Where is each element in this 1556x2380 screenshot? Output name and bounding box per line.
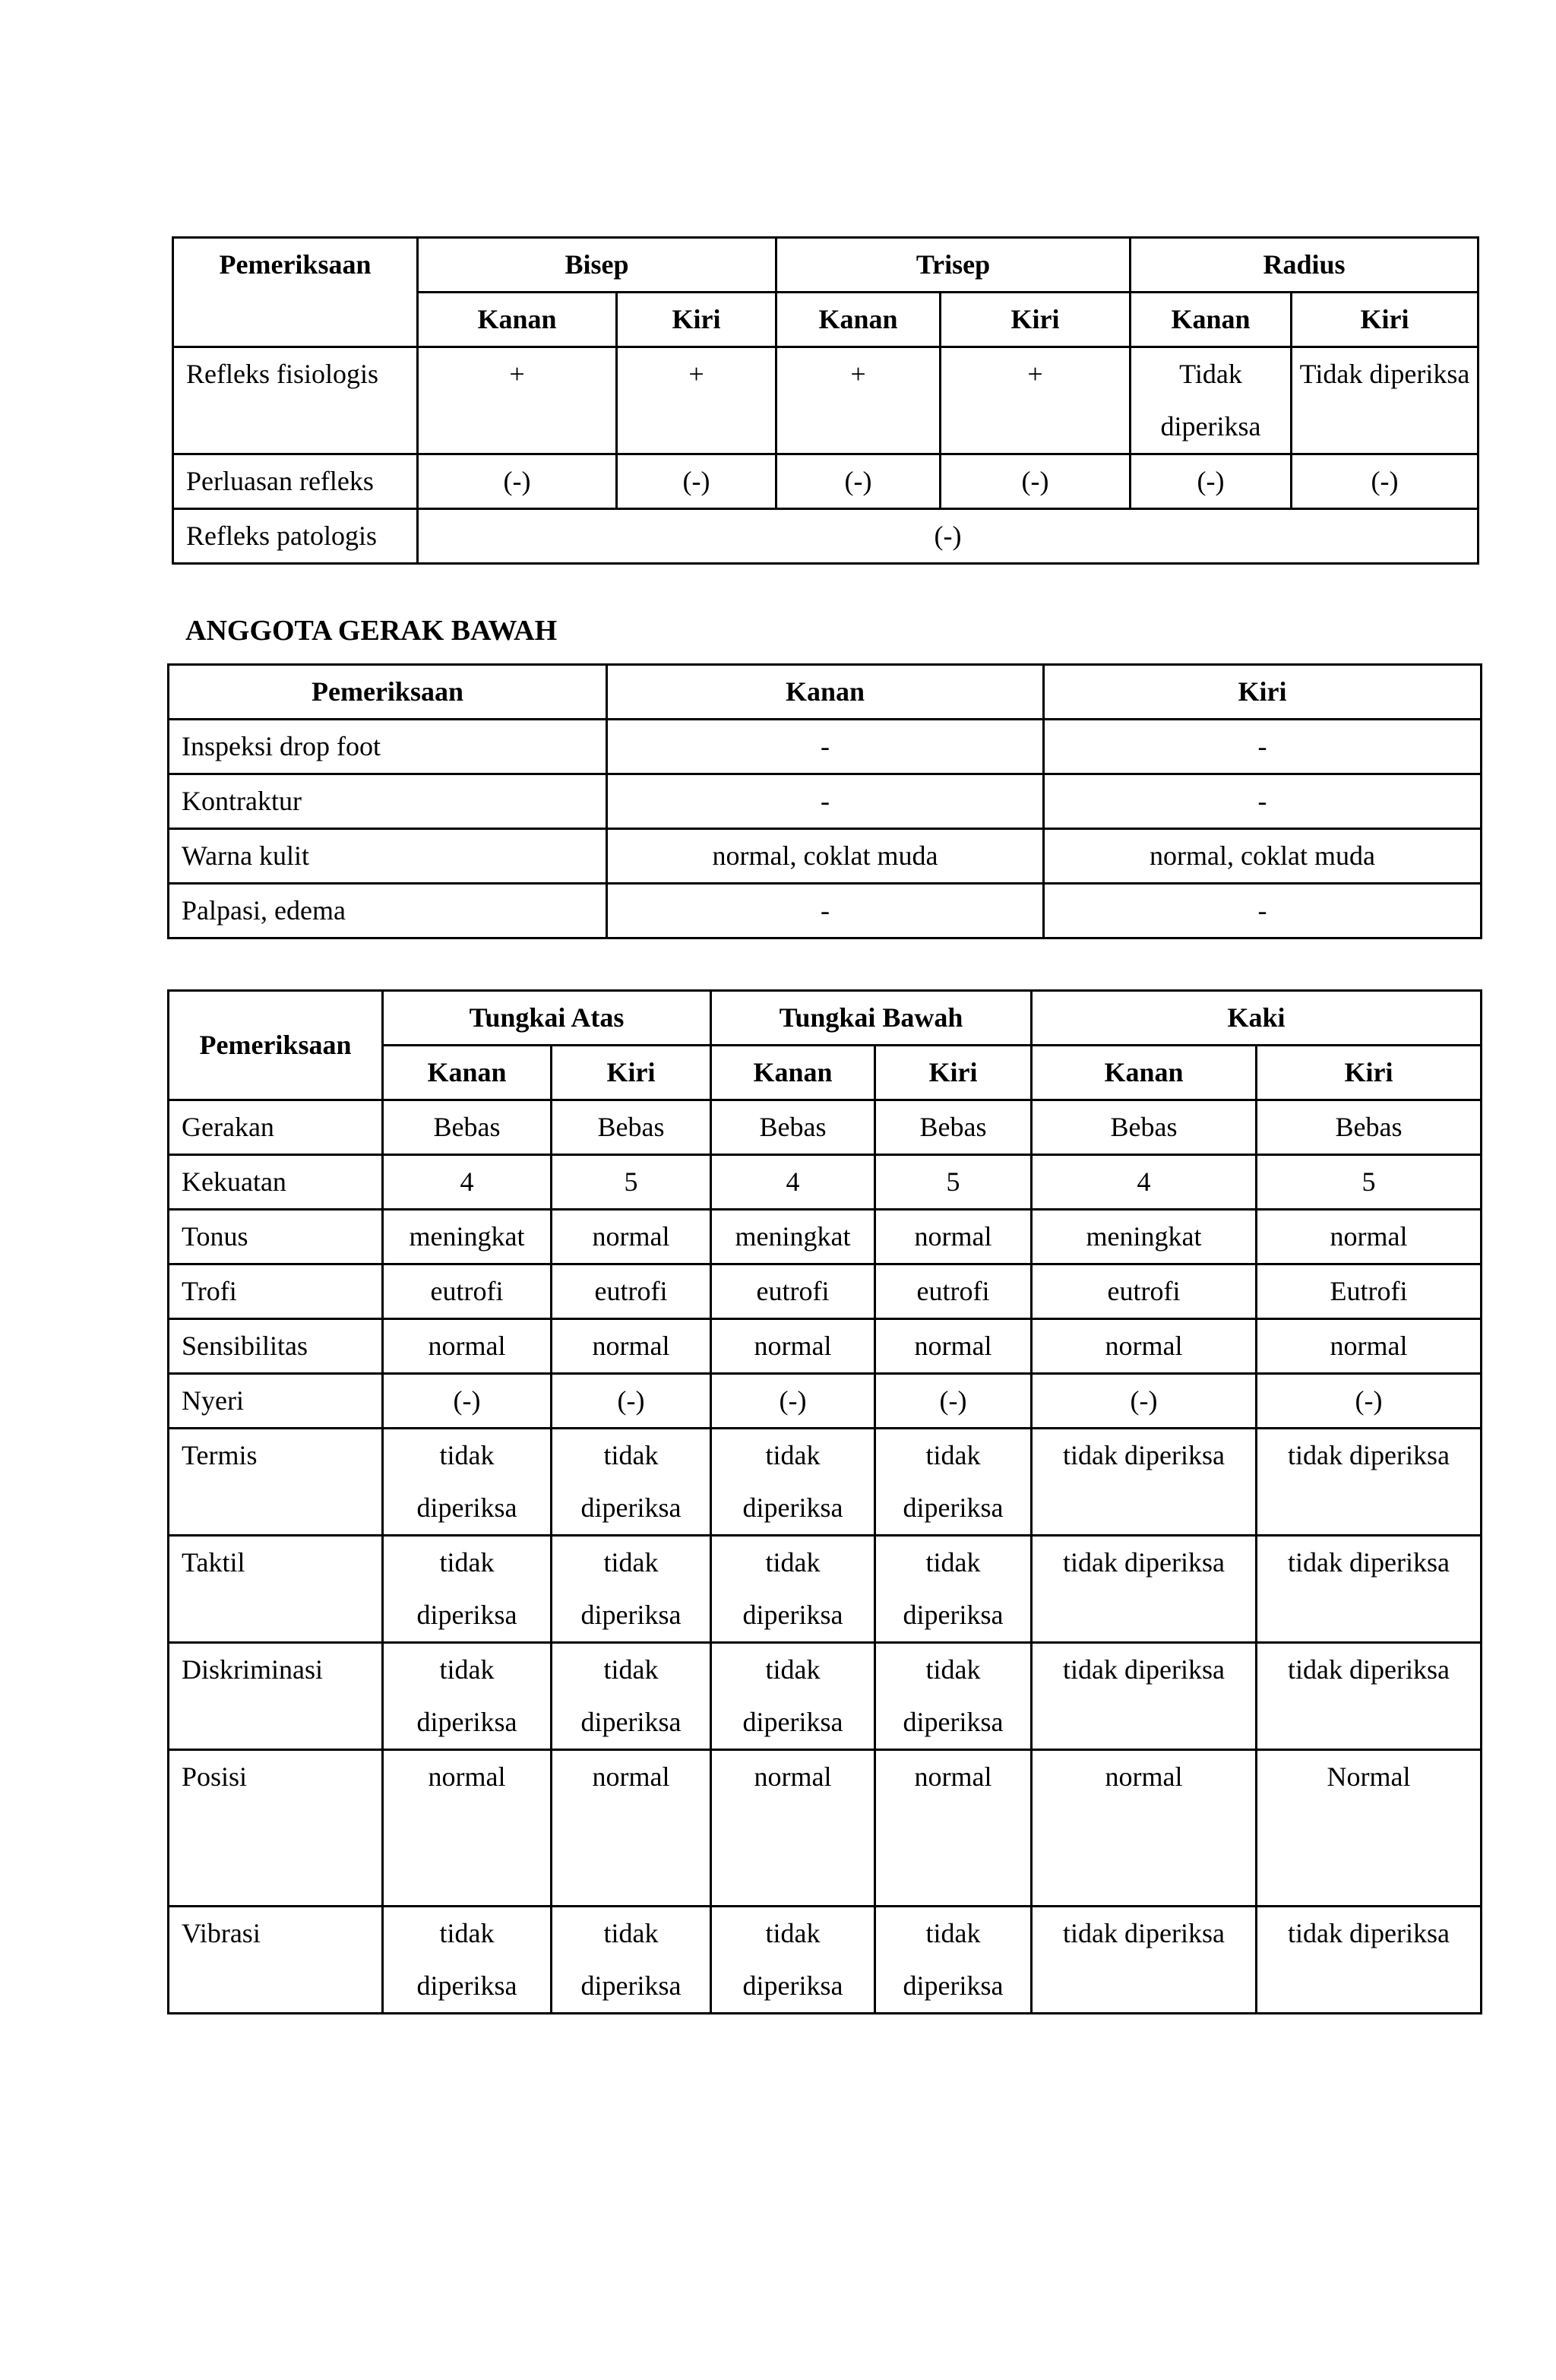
- table-cell: normal: [552, 1750, 711, 1907]
- row-label: Kekuatan: [169, 1155, 383, 1210]
- table-cell: Bebas: [1032, 1100, 1257, 1155]
- table-cell: normal: [1032, 1319, 1257, 1374]
- inspection-table: [167, 663, 1482, 939]
- table-row: [173, 509, 1479, 564]
- table-row: [169, 1264, 1482, 1319]
- reflex-header-trisep: Trisep: [776, 238, 1131, 293]
- table-row: [169, 884, 1482, 938]
- row-label: Refleks patologis: [173, 509, 418, 564]
- reflex-header-bisep: Bisep: [418, 238, 776, 293]
- reflex-table: [172, 236, 1479, 565]
- lower-subheader: Kiri: [552, 1046, 711, 1100]
- reflex-header-radius: Radius: [1131, 238, 1479, 293]
- table-cell: Eutrofi: [1257, 1264, 1482, 1319]
- row-label: Tonus: [169, 1210, 383, 1264]
- reflex-subheader: Kanan: [1131, 293, 1292, 347]
- table-cell: tidak diperiksa: [552, 1429, 711, 1536]
- table-cell: normal: [711, 1750, 875, 1907]
- row-label: Kontraktur: [169, 774, 607, 829]
- table-cell: normal: [875, 1319, 1032, 1374]
- table-cell: tidak diperiksa: [552, 1536, 711, 1643]
- table-cell: tidak diperiksa: [383, 1907, 552, 2014]
- table-row: [169, 1374, 1482, 1429]
- table-cell: +: [941, 347, 1131, 454]
- row-label: Refleks fisiologis: [173, 347, 418, 454]
- table-cell: Bebas: [875, 1100, 1032, 1155]
- table-row: [169, 1429, 1482, 1536]
- table-cell: tidak diperiksa: [1032, 1643, 1257, 1750]
- table-cell: tidak diperiksa: [711, 1429, 875, 1536]
- lower-header-kaki: Kaki: [1032, 991, 1482, 1046]
- table-cell: tidak diperiksa: [552, 1643, 711, 1750]
- table-cell: Bebas: [383, 1100, 552, 1155]
- inspection-header-kanan: Kanan: [607, 665, 1044, 720]
- table-cell: meningkat: [711, 1210, 875, 1264]
- table-cell: (-): [875, 1374, 1032, 1429]
- table-cell: tidak diperiksa: [1032, 1907, 1257, 2014]
- table-cell: normal: [1257, 1319, 1482, 1374]
- table-cell: (-): [1131, 454, 1292, 509]
- table-cell: -: [607, 720, 1044, 774]
- reflex-subheader: Kiri: [1292, 293, 1479, 347]
- lower-subheader: Kanan: [383, 1046, 552, 1100]
- row-label: Taktil: [169, 1536, 383, 1643]
- table-row: [169, 1155, 1482, 1210]
- table-cell: 5: [552, 1155, 711, 1210]
- table-cell: tidak diperiksa: [383, 1429, 552, 1536]
- reflex-subheader: Kanan: [418, 293, 617, 347]
- table-cell: normal, coklat muda: [607, 829, 1044, 884]
- table-cell: Bebas: [552, 1100, 711, 1155]
- lower-header-tungkai-bawah: Tungkai Bawah: [711, 991, 1032, 1046]
- inspection-header-pemeriksaan: Pemeriksaan: [169, 665, 607, 720]
- table-cell: Bebas: [1257, 1100, 1482, 1155]
- table-cell: tidak diperiksa: [1257, 1643, 1482, 1750]
- lower-subheader: Kanan: [711, 1046, 875, 1100]
- lower-header-pemeriksaan: Pemeriksaan: [169, 991, 383, 1100]
- table-cell: (-): [617, 454, 776, 509]
- table-row: [173, 454, 1479, 509]
- table-cell: normal: [875, 1750, 1032, 1907]
- table-cell: tidak diperiksa: [711, 1643, 875, 1750]
- table-cell: eutrofi: [875, 1264, 1032, 1319]
- table-row: [169, 1750, 1482, 1907]
- table-cell: -: [607, 774, 1044, 829]
- table-cell: 5: [1257, 1155, 1482, 1210]
- table-cell: (-): [552, 1374, 711, 1429]
- table-cell: (-): [776, 454, 941, 509]
- row-label: Gerakan: [169, 1100, 383, 1155]
- table-row: [169, 1210, 1482, 1264]
- table-cell: normal: [552, 1319, 711, 1374]
- table-row: [169, 1319, 1482, 1374]
- row-label: Palpasi, edema: [169, 884, 607, 938]
- lower-subheader: Kanan: [1032, 1046, 1257, 1100]
- lower-subheader: Kiri: [1257, 1046, 1482, 1100]
- table-cell: eutrofi: [383, 1264, 552, 1319]
- row-label: Perluasan refleks: [173, 454, 418, 509]
- row-label: Trofi: [169, 1264, 383, 1319]
- row-label: Nyeri: [169, 1374, 383, 1429]
- table-row: [169, 720, 1482, 774]
- table-cell: 4: [383, 1155, 552, 1210]
- table-row: [169, 1907, 1482, 2014]
- table-cell: eutrofi: [1032, 1264, 1257, 1319]
- table-cell: tidak diperiksa: [552, 1907, 711, 2014]
- table-cell: eutrofi: [711, 1264, 875, 1319]
- row-label: Diskriminasi: [169, 1643, 383, 1750]
- lower-subheader: Kiri: [875, 1046, 1032, 1100]
- reflex-subheader: Kiri: [941, 293, 1131, 347]
- table-cell: -: [1044, 774, 1482, 829]
- table-cell: normal: [552, 1210, 711, 1264]
- table-cell: (-): [941, 454, 1131, 509]
- row-label: Termis: [169, 1429, 383, 1536]
- table-cell: (-): [711, 1374, 875, 1429]
- table-cell-merged: (-): [418, 509, 1479, 564]
- table-row: [169, 1643, 1482, 1750]
- table-cell: meningkat: [1032, 1210, 1257, 1264]
- lower-limb-table: [167, 989, 1482, 2014]
- table-cell: 4: [1032, 1155, 1257, 1210]
- table-cell: Tidak diperiksa: [1131, 347, 1292, 454]
- reflex-header-pemeriksaan: Pemeriksaan: [173, 238, 418, 347]
- table-cell: tidak diperiksa: [1257, 1907, 1482, 2014]
- table-cell: tidak diperiksa: [711, 1536, 875, 1643]
- table-cell: (-): [1032, 1374, 1257, 1429]
- table-cell: tidak diperiksa: [1032, 1429, 1257, 1536]
- table-cell: normal: [711, 1319, 875, 1374]
- table-cell: +: [418, 347, 617, 454]
- table-cell: -: [607, 884, 1044, 938]
- table-cell: tidak diperiksa: [383, 1536, 552, 1643]
- table-row: [169, 1536, 1482, 1643]
- table-cell: Normal: [1257, 1750, 1482, 1907]
- table-row: [169, 1100, 1482, 1155]
- row-label: Inspeksi drop foot: [169, 720, 607, 774]
- section-heading: ANGGOTA GERAK BAWAH: [185, 615, 558, 647]
- table-cell: -: [1044, 884, 1482, 938]
- table-cell: (-): [383, 1374, 552, 1429]
- table-cell: tidak diperiksa: [875, 1536, 1032, 1643]
- table-cell: 5: [875, 1155, 1032, 1210]
- table-cell: normal: [1257, 1210, 1482, 1264]
- table-cell: tidak diperiksa: [383, 1643, 552, 1750]
- table-cell: tidak diperiksa: [711, 1907, 875, 2014]
- table-cell: tidak diperiksa: [875, 1907, 1032, 2014]
- table-cell: normal: [1032, 1750, 1257, 1907]
- table-cell: (-): [1292, 454, 1479, 509]
- inspection-header-kiri: Kiri: [1044, 665, 1482, 720]
- table-cell: tidak diperiksa: [1257, 1429, 1482, 1536]
- table-cell: normal: [383, 1319, 552, 1374]
- table-cell: -: [1044, 720, 1482, 774]
- table-cell: (-): [418, 454, 617, 509]
- table-cell: Bebas: [711, 1100, 875, 1155]
- table-cell: tidak diperiksa: [875, 1429, 1032, 1536]
- table-cell: eutrofi: [552, 1264, 711, 1319]
- table-cell: tidak diperiksa: [1032, 1536, 1257, 1643]
- lower-header-tungkai-atas: Tungkai Atas: [383, 991, 711, 1046]
- table-cell: +: [617, 347, 776, 454]
- table-cell: normal: [875, 1210, 1032, 1264]
- table-cell: normal, coklat muda: [1044, 829, 1482, 884]
- row-label: Sensibilitas: [169, 1319, 383, 1374]
- row-label: Warna kulit: [169, 829, 607, 884]
- table-cell: Tidak diperiksa: [1292, 347, 1479, 454]
- table-cell: +: [776, 347, 941, 454]
- table-cell: tidak diperiksa: [875, 1643, 1032, 1750]
- table-cell: 4: [711, 1155, 875, 1210]
- table-cell: normal: [383, 1750, 552, 1907]
- table-cell: tidak diperiksa: [1257, 1536, 1482, 1643]
- reflex-subheader: Kanan: [776, 293, 941, 347]
- row-label: Vibrasi: [169, 1907, 383, 2014]
- row-label: Posisi: [169, 1750, 383, 1907]
- reflex-subheader: Kiri: [617, 293, 776, 347]
- table-row: [173, 347, 1479, 454]
- table-row: [169, 774, 1482, 829]
- table-cell: meningkat: [383, 1210, 552, 1264]
- table-cell: (-): [1257, 1374, 1482, 1429]
- table-row: [169, 829, 1482, 884]
